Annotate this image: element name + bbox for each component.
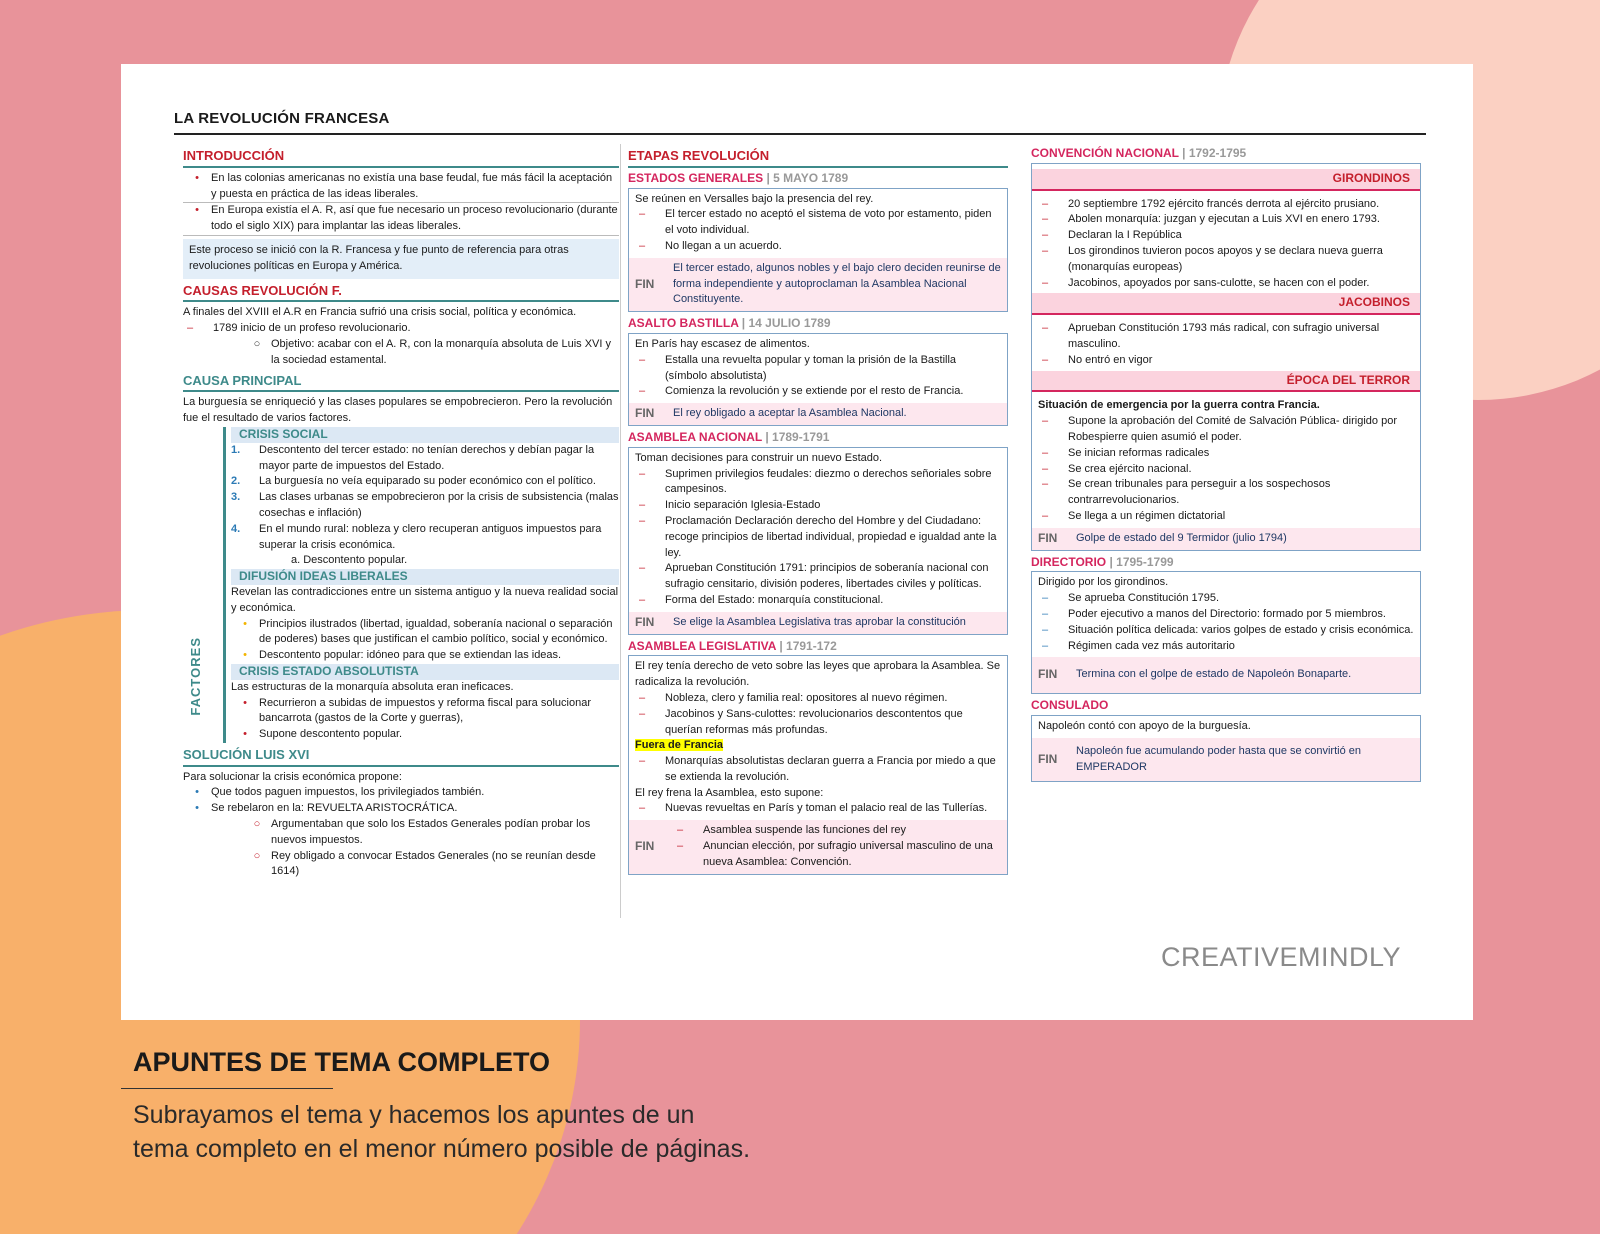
sub-item: a. Descontento popular. (291, 554, 408, 567)
fin-row: FIN El tercer estado, algunos nobles y el bajo clero deciden reunirse de forma independiente y autoproclaman la Asamblea Nacional Constituyente. (629, 258, 1007, 311)
caption-description: Subrayamos el tema y hacemos los apuntes de un tema completo en el menor número posible de páginas. (133, 1101, 751, 1163)
dash-icon: – (1042, 322, 1049, 335)
list-item: – Se inician reformas radicales (1038, 446, 1414, 462)
dash-icon: – (1042, 353, 1049, 366)
factores-body (223, 427, 619, 743)
dash-icon: – (187, 322, 194, 335)
dash-icon: – (639, 514, 646, 527)
list-item: – Asamblea suspende las funciones del rey (673, 823, 1001, 839)
list-item: 3. Las clases urbanas se empobrecieron por la crisis de subsistencia (malas cosechas e inflación) (231, 491, 619, 519)
etapas-heading: ETAPAS REVOLUCIÓN (628, 148, 1008, 168)
list-item: – Régimen cada vez más autoritario (1038, 639, 1414, 655)
list-item: – Comienza la revolución y se extiende por el resto de Francia. (635, 384, 1001, 400)
dash-icon: – (1042, 509, 1049, 522)
list-item: 4. En el mundo rural: nobleza y clero recuperan antiguos impuestos para superar la crisis económica. (231, 522, 602, 551)
list-item: – Abolen monarquía: juzgan y ejecutan a Luis XVI en enero 1793. (1038, 212, 1414, 228)
intro-box: Este proceso se inició con la R. Francesa y fue punto de referencia para otras revoluciones políticas en Europa y América. (183, 239, 619, 279)
brand-logo: CREATIVEMINDLY (1160, 942, 1401, 972)
list-item: – Se crea ejército nacional. (1038, 462, 1414, 478)
list-item: – No llegan a un acuerdo. (635, 239, 1001, 255)
list-item: ○ Rey obligado a convocar Estados Generales (no se reunían desde 1614) (183, 849, 619, 881)
bullet-icon: • (243, 728, 247, 741)
list-item: – Se llega a un régimen dictatorial (1038, 509, 1414, 525)
dash-icon: – (639, 593, 646, 606)
causas-text: A finales del XVIII el A.R en Francia sufrió una crisis social, política y económica. (183, 306, 577, 319)
jacobinos-bar: JACOBINOS (1032, 293, 1420, 315)
fin-row: FIN – Asamblea suspende las funciones del rey – Anuncian elección, por sufragio universal masculino de una nueva Asamblea: Convención. (629, 820, 1007, 873)
list-item: – Inicio separación Iglesia-Estado (635, 498, 1001, 514)
dash-icon: – (1042, 462, 1049, 475)
dash-icon: – (1042, 607, 1049, 620)
section-title: DIRECTORIO | 1795-1799 (1031, 554, 1174, 569)
intro-heading: INTRODUCCIÓN (183, 148, 619, 168)
section-title: CONVENCIÓN NACIONAL | 1792-1795 (1031, 146, 1247, 160)
dash-icon: – (1042, 478, 1049, 491)
list-item: • En las colonias americanas no existía una base feudal, fue más fácil la aceptación y puesta en práctica de las ideas liberales. (183, 171, 619, 204)
section-title: ASAMBLEA LEGISLATIVA | 1791-172 (628, 638, 837, 653)
list-item: – No entró en vigor (1038, 353, 1414, 369)
dash-icon: – (1042, 197, 1049, 210)
section-title: ESTADOS GENERALES | 5 MAYO 1789 (628, 170, 849, 185)
bullet-icon: • (243, 649, 247, 662)
list-item: – 20 septiembre 1792 ejército francés derrota al ejército prusiano. (1038, 197, 1414, 213)
list-item: – Nuevas revueltas en París y toman el palacio real de las Tullerías. (635, 801, 1001, 817)
column-right (1031, 144, 1421, 786)
solucion-text: Para solucionar la crisis económica propone: (183, 770, 402, 783)
list-item: • Se rebelaron en la: REVUELTA ARISTOCRÁTICA. (183, 801, 619, 817)
dash-icon: – (639, 208, 646, 221)
convencion-box: GIRONDINOS – 20 septiembre 1792 ejército francés derrota al ejército prusiano. – Abolen monarquía: juzgan y ejecutan a Luis XVI en enero 1793. – Declaran la I República – Los girondinos tuvieron pocos apoyos y se declara nueva guerra (monarquías europeas) – Jacobinos, apoyados por sans-culotte, se hacen con el poder. JACOBINOS – Aprueban Constitución 1793 más radical, con sufragio universal masculino. – No entró en vigor ÉPOCA DEL TERROR Situación de emergencia por la guerra contra Francia. – Supone la aprobación del Comité de Salvación Pública- dirigido por Robespierre quien asumió el poder. – Se inician reformas radicales – Se crea ejército nacional. – Se crean tribunales para perseguir a los sospechosos contrarrevolucionarios. – Se llega a un régimen dictatorial FIN Golpe de estado del 9 Termidor (julio 1794) (1031, 163, 1421, 551)
title-rule (174, 133, 1426, 135)
list-item: – Forma del Estado: monarquía constitucional. (635, 593, 1001, 609)
list-item: – Suprimen privilegios feudales: diezmo o derechos señoriales sobre campesinos. (635, 467, 1001, 499)
bullet-icon: • (195, 171, 199, 184)
dash-icon: – (639, 755, 646, 768)
list-item: • En Europa existía el A. R, así que fue necesario un proceso revolucionario (durante todo el siglo XIX) para implantar las ideas liberales. (183, 203, 619, 236)
difusion-text: Revelan las contradicciones entre un sistema antiguo y la nueva realidad social y económica. (231, 585, 619, 614)
document-title: LA REVOLUCIÓN FRANCESA (174, 110, 390, 127)
dash-icon: – (1042, 623, 1049, 636)
bullet-icon: • (195, 802, 199, 815)
list-item: • Principios ilustrados (libertad, igualdad, soberanía nacional o separación de poderes) bases que justifican el cambio político, social y económico. (231, 617, 619, 649)
list-item: – Supone la aprobación del Comité de Salvación Pública- dirigido por Robespierre quien asumió el poder. (1038, 414, 1414, 446)
list-item: – Declaran la I República (1038, 228, 1414, 244)
list-item: – El tercer estado no aceptó el sistema de voto por estamento, piden el voto individual. (635, 207, 1001, 239)
girondinos-bar: GIRONDINOS (1032, 169, 1420, 191)
crisis-estado-text: Las estructuras de la monarquía absoluta eran ineficaces. (231, 680, 514, 693)
fuera-label: Fuera de Francia (635, 739, 724, 752)
list-item: – Anuncian elección, por sufragio universal masculino de una nueva Asamblea: Convención. (673, 839, 1001, 871)
circle-bullet-icon: ○ (253, 818, 261, 831)
list-item: ○ Argumentaban que solo los Estados Generales podían probar los nuevos impuestos. (183, 817, 619, 849)
bullet-icon: • (243, 617, 247, 630)
bullet-icon: • (195, 786, 199, 799)
list-item: • Supone descontento popular. (231, 727, 619, 743)
factores-label: FACTORES (188, 636, 203, 716)
dash-icon: – (639, 499, 646, 512)
asamblea-legislativa-box: El rey tenía derecho de veto sobre las leyes que aprobara la Asamblea. Se radicaliza la revolución. – Nobleza, clero y familia real: opositores al nuevo régimen. – Jacobinos y Sans-culottes: revolucionarios descontentos que querían reformas más profundas. Fuera de Francia – Monarquías absolutistas declaran guerra a Francia por miedo a que se extienda la revolución. El rey frena la Asamblea, esto supone: – Nuevas revueltas en París y toman el palacio real de las Tullerías. FIN – Asamblea suspende las funciones del rey – Anuncian elección, por sufragio universal masculino de una nueva Asamblea: Convención. (628, 655, 1008, 874)
dash-icon: – (639, 353, 646, 366)
list-item: • Que todos paguen impuestos, los privilegiados también. (183, 785, 619, 801)
fin-row: FIN Napoleón fue acumulando poder hasta que se convirtió en EMPERADOR (1032, 738, 1420, 782)
factores-section (183, 427, 619, 743)
fin-row: FIN Se elige la Asamblea Legislativa tras aprobar la constitución (629, 612, 1007, 634)
difusion-heading: DIFUSIÓN IDEAS LIBERALES (231, 569, 619, 585)
dash-icon: – (639, 802, 646, 815)
dash-icon: – (1042, 446, 1049, 459)
solucion-heading: SOLUCIÓN LUIS XVI (183, 747, 619, 767)
column-middle (628, 144, 1008, 879)
list-item: – Nobleza, clero y familia real: opositores al nuevo régimen. (635, 691, 1001, 707)
estados-box: Se reúnen en Versalles bajo la presencia del rey. – El tercer estado no aceptó el sistema de voto por estamento, piden el voto individual. – No llegan a un acuerdo. FIN El tercer estado, algunos nobles y el bajo clero deciden reunirse de forma independiente y autoproclaman la Asamblea Nacional Constituyente. (628, 188, 1008, 313)
caption-rule (121, 1088, 333, 1089)
dash-icon: – (639, 707, 646, 720)
list-item: • Descontento popular: idóneo para que se extiendan las ideas. (231, 648, 619, 664)
list-item: – Monarquías absolutistas declaran guerra a Francia por miedo a que se extienda la revolución. (635, 754, 1001, 786)
dash-icon: – (1042, 639, 1049, 652)
terror-bar: ÉPOCA DEL TERROR (1032, 371, 1420, 393)
circle-bullet-icon: ○ (253, 337, 261, 350)
causa-principal-heading: CAUSA PRINCIPAL (183, 373, 619, 393)
bullet-icon: • (243, 696, 247, 709)
bastilla-box: En París hay escasez de alimentos. – Estalla una revuelta popular y toman la prisión de la Bastilla (símbolo absolutista) – Comienza la revolución y se extiende por el resto de Francia. FIN El rey obligado a aceptar la Asamblea Nacional. (628, 333, 1008, 426)
crisis-social-heading: CRISIS SOCIAL (231, 427, 619, 443)
list-item: – Los girondinos tuvieron pocos apoyos y se declara nueva guerra (monarquías europeas) (1038, 244, 1414, 276)
list-item: • Recurrieron a subidas de impuestos y reforma fiscal para solucionar bancarrota (gastos de la Corte y guerras), (231, 696, 619, 728)
list-item: – Poder ejecutivo a manos del Directorio: formado por 5 miembros. (1038, 607, 1414, 623)
dash-icon: – (639, 691, 646, 704)
consulado-box: Napoleón contó con apoyo de la burguesía. FIN Napoleón fue acumulando poder hasta que se convirtió en EMPERADOR (1031, 715, 1421, 782)
dash-icon: – (1042, 415, 1049, 428)
dash-icon: – (639, 385, 646, 398)
section-title: ASAMBLEA NACIONAL | 1789-1791 (628, 429, 830, 444)
causa-principal-text: La burguesía se enriqueció y las clases populares se empobrecieron. Pero la revolución fue el resultado de varios factores. (183, 396, 613, 425)
notes-sheet (121, 64, 1473, 1020)
list-item: – Se crean tribunales para perseguir a los sospechosos contrarrevolucionarios. (1038, 477, 1414, 509)
circle-bullet-icon: ○ (253, 849, 261, 862)
asamblea-nacional-box: Toman decisiones para construir un nuevo Estado. – Suprimen privilegios feudales: diezmo o derechos señoriales sobre campesinos. – Inicio separación Iglesia-Estado – Proclamación Declaración derecho del Hombre y del Ciudadano: recoge principios de libertad individual, propiedad e igualdad ante la ley. – Aprueban Constitución 1791: principios de soberanía nacional con sufragio censitario, división poderes, libertades civiles y políticas. – Forma del Estado: monarquía constitucional. FIN Se elige la Asamblea Legislativa tras aprobar la constitución (628, 447, 1008, 635)
list-item: ○ Objetivo: acabar con el A. R, con la monarquía absoluta de Luis XVI y la sociedad estamental. (183, 337, 619, 369)
fin-row: FIN Golpe de estado del 9 Termidor (julio 1794) (1032, 528, 1420, 550)
causas-heading: CAUSAS REVOLUCIÓN F. (183, 283, 619, 303)
list-item: – Aprueban Constitución 1791: principios de soberanía nacional con sufragio censitario, división poderes, libertades civiles y políticas. (635, 561, 1001, 593)
caption-title: APUNTES DE TEMA COMPLETO (133, 1047, 551, 1077)
dash-icon: – (639, 239, 646, 252)
list-item: – Proclamación Declaración derecho del Hombre y del Ciudadano: recoge principios de libertad individual, propiedad e igualdad ante la ley. (635, 514, 1001, 561)
column-divider (620, 144, 621, 918)
list-item: – 1789 inicio de un profeso revolucionario. (183, 321, 619, 337)
dash-icon: – (639, 467, 646, 480)
section-title: ASALTO BASTILLA | 14 JULIO 1789 (628, 316, 831, 331)
dash-icon: – (677, 840, 684, 853)
column-left (183, 144, 619, 880)
fin-row: FIN Termina con el golpe de estado de Napoleón Bonaparte. (1032, 657, 1420, 693)
dash-icon: – (1042, 229, 1049, 242)
section-title: CONSULADO (1031, 698, 1109, 713)
list-item: – Aprueban Constitución 1793 más radical, con sufragio universal masculino. (1038, 321, 1414, 353)
dash-icon: – (677, 824, 684, 837)
crisis-estado-heading: CRISIS ESTADO ABSOLUTISTA (231, 664, 619, 680)
bullet-icon: • (195, 204, 199, 217)
list-item: – Estalla una revuelta popular y toman la prisión de la Bastilla (símbolo absolutista) (635, 353, 1001, 385)
list-item: 1. Descontento del tercer estado: no tenían derechos y debían pagar la mayor parte de impuestos del Estado. (231, 443, 595, 472)
fin-row: FIN El rey obligado a aceptar la Asamblea Nacional. (629, 403, 1007, 425)
dash-icon: – (639, 562, 646, 575)
list-item: – Jacobinos, apoyados por sans-culotte, se hacen con el poder. (1038, 276, 1414, 292)
dash-icon: – (1042, 592, 1049, 605)
list-item: – Situación política delicada: varios golpes de estado y crisis económica. (1038, 623, 1414, 639)
list-item: – Se aprueba Constitución 1795. (1038, 591, 1414, 607)
directorio-box: Dirigido por los girondinos. – Se aprueba Constitución 1795. – Poder ejecutivo a manos del Directorio: formado por 5 miembros. – Situación política delicada: varios golpes de estado y crisis económica. – Régimen cada vez más autoritario FIN Termina con el golpe de estado de Napoleón Bonaparte. (1031, 571, 1421, 694)
list-item: – Jacobinos y Sans-culottes: revolucionarios descontentos que querían reformas más profundas. (635, 707, 1001, 739)
list-item: 2. La burguesía no veía equiparado su poder económico con el político. (231, 475, 596, 488)
dash-icon: – (1042, 213, 1049, 226)
dash-icon: – (1042, 276, 1049, 289)
dash-icon: – (1042, 244, 1049, 257)
